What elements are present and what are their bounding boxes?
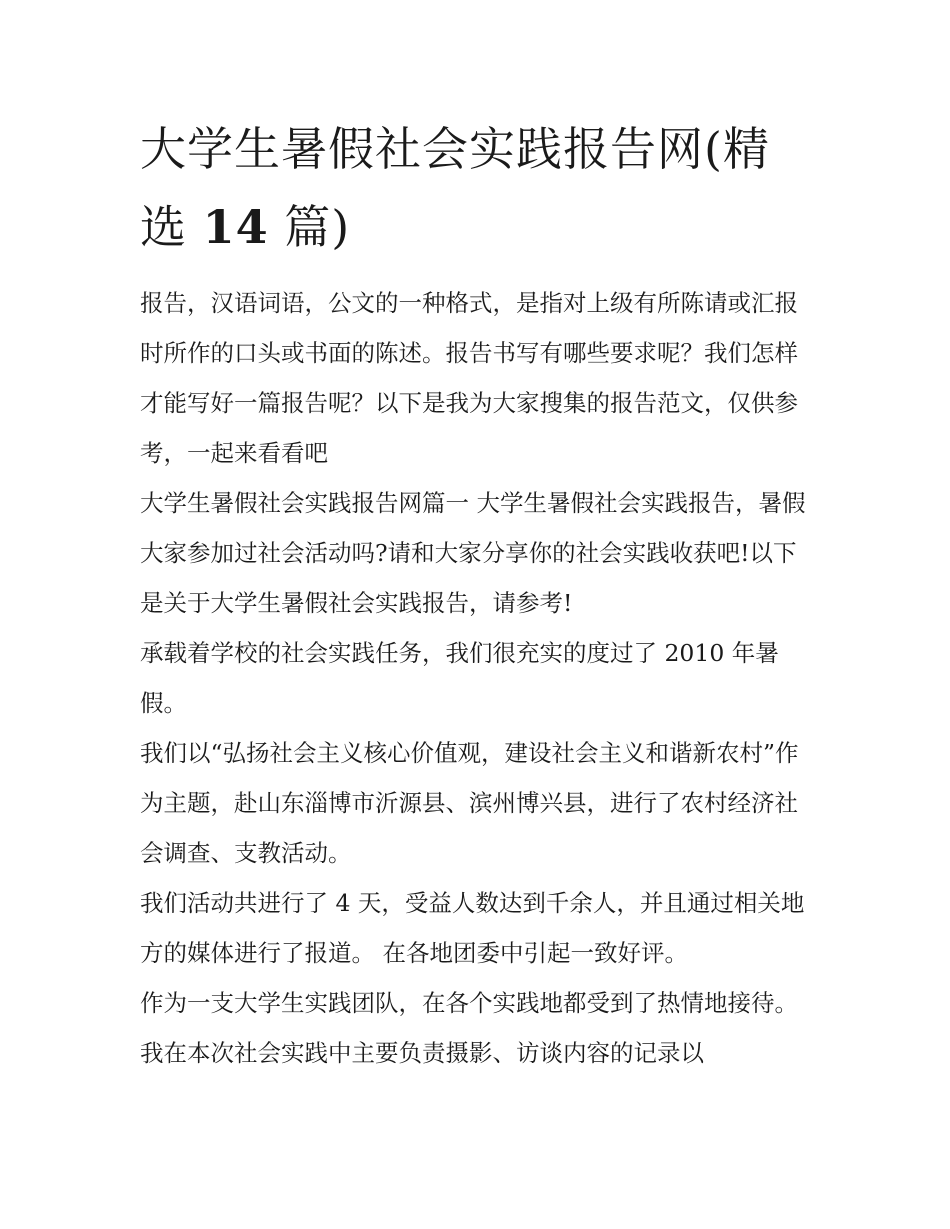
document-body — [140, 278, 812, 1078]
paragraph-team: 作为一支大学生实践团队，在各个实践地都受到了热情地接待。 我在本次社会实践中主要负责摄影、访谈内容的记录以 — [140, 989, 798, 1067]
paragraph-theme: 我们以“弘扬社会主义核心价值观，建设社会主义和谐新农村”作为主题，赴山东淄博市沂源县、滨州博兴县，进行了农村经济社会调查、支教活动。 — [140, 739, 799, 867]
document-page — [140, 110, 812, 1078]
paragraph-intro: 报告，汉语词语，公文的一种格式，是指对上级有所陈请或汇报时所作的口头或书面的陈述。报告书写有哪些要求呢？我们怎样才能写好一篇报告呢？以下是我为大家搜集的报告范文，仅供参考，一起来看看吧 — [140, 289, 798, 467]
paragraph-section-one: 大学生暑假社会实践报告网篇一 大学生暑假社会实践报告，暑假大家参加过社会活动吗?请和大家分享你的社会实践收获吧!以下是关于大学生暑假社会实践报告，请参考! — [140, 489, 806, 617]
document-title: 大学生暑假社会实践报告网(精选 14 篇) — [140, 122, 770, 254]
paragraph-activities: 我们活动共进行了 4 天，受益人数达到千余人，并且通过相关地方的媒体进行了报道。 在各地团委中引起一致好评。 — [140, 889, 805, 967]
paragraph-summer: 承载着学校的社会实践任务，我们很充实的度过了 2010 年暑假。 — [140, 639, 779, 717]
